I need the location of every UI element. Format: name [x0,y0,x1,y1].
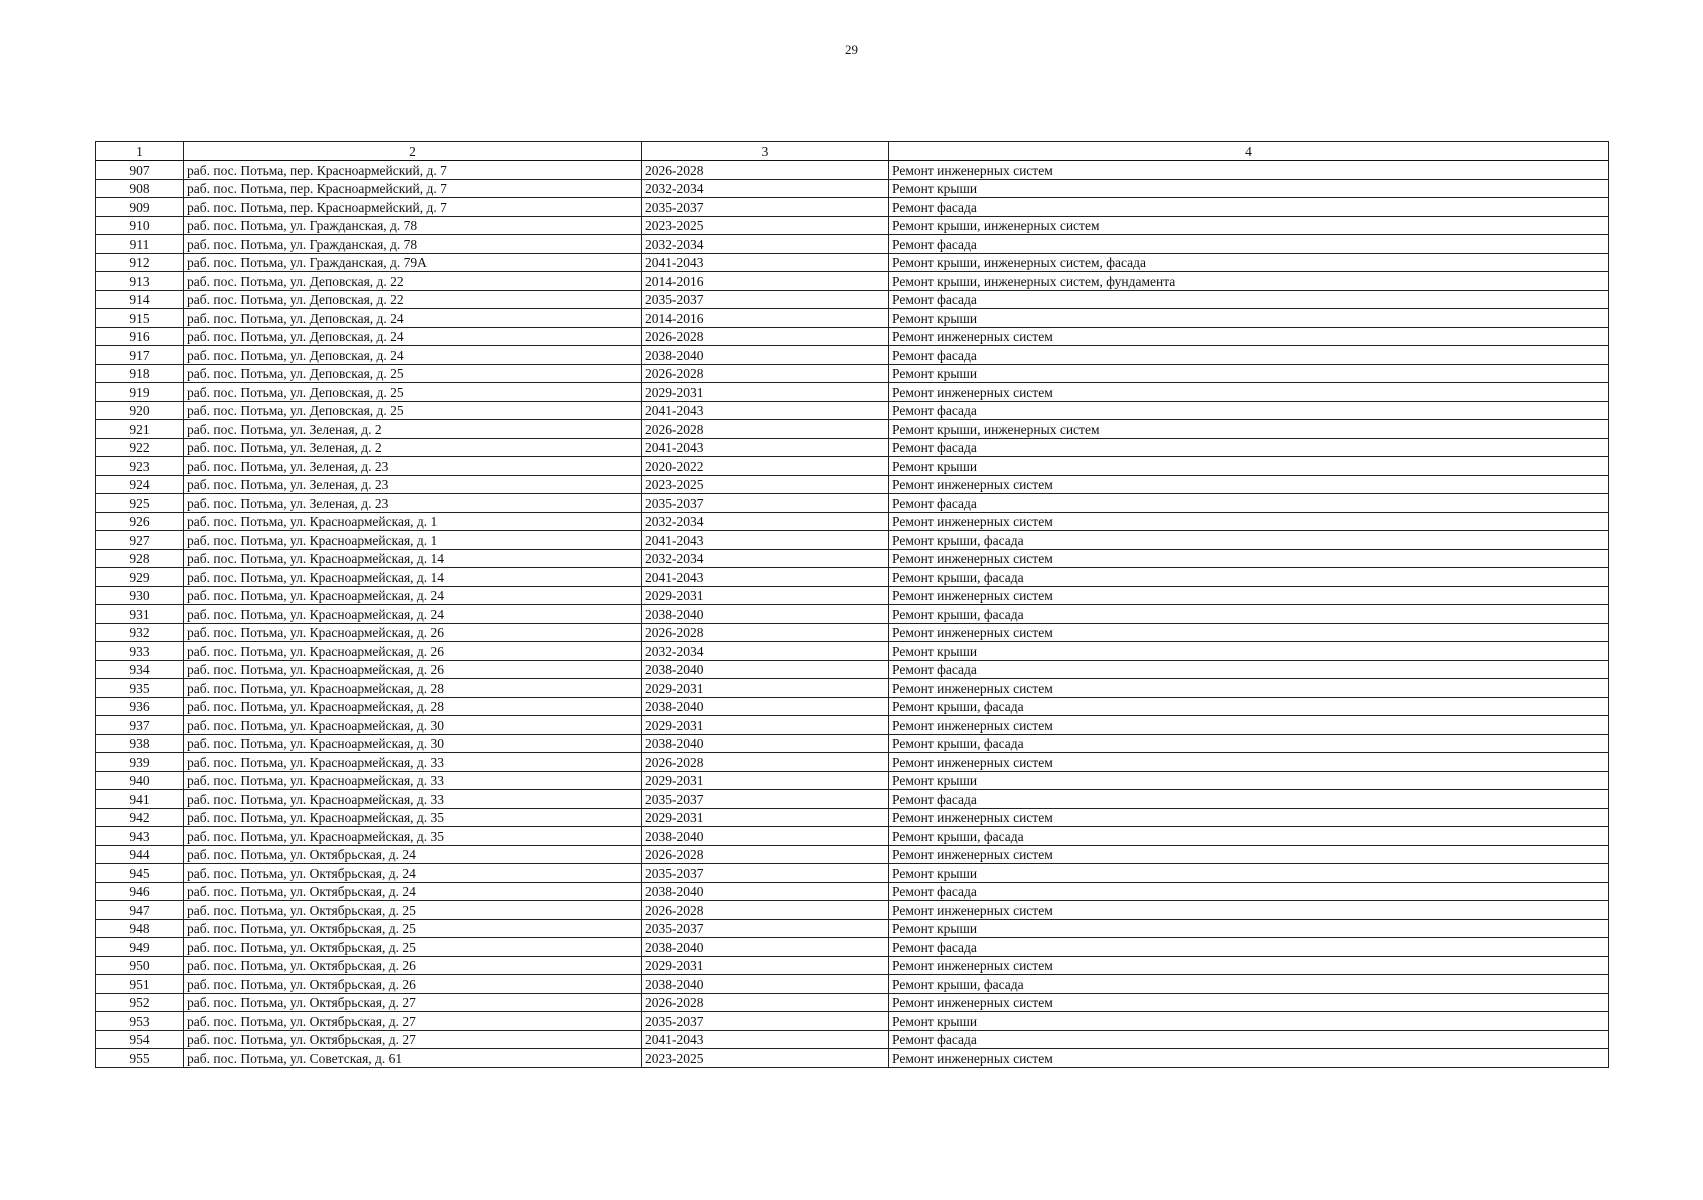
address-cell: раб. пос. Потьма, ул. Красноармейская, д. 1 [184,531,642,550]
table-row [96,716,1609,735]
period-cell: 2041-2043 [642,253,889,272]
table-row [96,198,1609,217]
table-row [96,327,1609,346]
address-cell: раб. пос. Потьма, ул. Октябрьская, д. 24 [184,864,642,883]
table-row [96,845,1609,864]
period-cell: 2026-2028 [642,327,889,346]
address-cell: раб. пос. Потьма, ул. Деповская, д. 24 [184,327,642,346]
period-cell: 2026-2028 [642,364,889,383]
row-number: 931 [96,605,184,624]
work-type-cell: Ремонт инженерных систем [889,512,1609,531]
table-row [96,438,1609,457]
work-type-cell: Ремонт крыши [889,919,1609,938]
work-type-cell: Ремонт инженерных систем [889,475,1609,494]
row-number: 911 [96,235,184,254]
address-cell: раб. пос. Потьма, ул. Красноармейская, д. 14 [184,568,642,587]
row-number: 955 [96,1049,184,1068]
period-cell: 2041-2043 [642,438,889,457]
period-cell: 2038-2040 [642,346,889,365]
work-type-cell: Ремонт крыши, фасада [889,975,1609,994]
row-number: 925 [96,494,184,513]
table-row [96,161,1609,180]
address-cell: раб. пос. Потьма, ул. Деповская, д. 25 [184,383,642,402]
address-cell: раб. пос. Потьма, ул. Деповская, д. 22 [184,272,642,291]
row-number: 938 [96,734,184,753]
row-number: 927 [96,531,184,550]
work-type-cell: Ремонт крыши [889,864,1609,883]
repair-schedule-table [95,141,1609,1068]
period-cell: 2035-2037 [642,290,889,309]
table-row [96,401,1609,420]
period-cell: 2029-2031 [642,956,889,975]
table-row [96,383,1609,402]
address-cell: раб. пос. Потьма, ул. Октябрьская, д. 24 [184,845,642,864]
row-number: 908 [96,179,184,198]
period-cell: 2026-2028 [642,420,889,439]
table-row [96,586,1609,605]
address-cell: раб. пос. Потьма, ул. Октябрьская, д. 25 [184,938,642,957]
address-cell: раб. пос. Потьма, ул. Красноармейская, д. 35 [184,808,642,827]
row-number: 946 [96,882,184,901]
table-row [96,734,1609,753]
row-number: 907 [96,161,184,180]
period-cell: 2035-2037 [642,494,889,513]
work-type-cell: Ремонт инженерных систем [889,549,1609,568]
table-row [96,790,1609,809]
address-cell: раб. пос. Потьма, ул. Октябрьская, д. 25 [184,919,642,938]
work-type-cell: Ремонт крыши [889,179,1609,198]
period-cell: 2041-2043 [642,568,889,587]
work-type-cell: Ремонт фасада [889,235,1609,254]
row-number: 924 [96,475,184,494]
address-cell: раб. пос. Потьма, ул. Зеленая, д. 2 [184,438,642,457]
address-cell: раб. пос. Потьма, ул. Зеленая, д. 23 [184,457,642,476]
row-number: 950 [96,956,184,975]
period-cell: 2035-2037 [642,790,889,809]
address-cell: раб. пос. Потьма, ул. Октябрьская, д. 26 [184,975,642,994]
address-cell: раб. пос. Потьма, ул. Октябрьская, д. 27 [184,993,642,1012]
table-row [96,771,1609,790]
row-number: 951 [96,975,184,994]
table-row [96,549,1609,568]
work-type-cell: Ремонт инженерных систем [889,679,1609,698]
row-number: 915 [96,309,184,328]
work-type-cell: Ремонт крыши [889,457,1609,476]
period-cell: 2032-2034 [642,235,889,254]
table-row [96,253,1609,272]
work-type-cell: Ремонт инженерных систем [889,1049,1609,1068]
address-cell: раб. пос. Потьма, ул. Красноармейская, д. 33 [184,790,642,809]
work-type-cell: Ремонт фасада [889,494,1609,513]
period-cell: 2029-2031 [642,716,889,735]
row-number: 954 [96,1030,184,1049]
period-cell: 2038-2040 [642,697,889,716]
work-type-cell: Ремонт фасада [889,346,1609,365]
period-cell: 2035-2037 [642,864,889,883]
table-row [96,901,1609,920]
period-cell: 2014-2016 [642,309,889,328]
table-row [96,475,1609,494]
row-number: 914 [96,290,184,309]
work-type-cell: Ремонт крыши, фасада [889,697,1609,716]
work-type-cell: Ремонт фасада [889,401,1609,420]
work-type-cell: Ремонт инженерных систем [889,753,1609,772]
row-number: 939 [96,753,184,772]
table-row [96,290,1609,309]
period-cell: 2032-2034 [642,549,889,568]
work-type-cell: Ремонт фасада [889,660,1609,679]
row-number: 948 [96,919,184,938]
table-row [96,494,1609,513]
work-type-cell: Ремонт фасада [889,882,1609,901]
row-number: 940 [96,771,184,790]
work-type-cell: Ремонт крыши, инженерных систем, фасада [889,253,1609,272]
period-cell: 2041-2043 [642,531,889,550]
work-type-cell: Ремонт инженерных систем [889,327,1609,346]
address-cell: раб. пос. Потьма, ул. Гражданская, д. 79А [184,253,642,272]
address-cell: раб. пос. Потьма, ул. Красноармейская, д. 26 [184,642,642,661]
work-type-cell: Ремонт крыши [889,364,1609,383]
row-number: 926 [96,512,184,531]
work-type-cell: Ремонт инженерных систем [889,383,1609,402]
work-type-cell: Ремонт инженерных систем [889,161,1609,180]
work-type-cell: Ремонт крыши, фасада [889,827,1609,846]
period-cell: 2029-2031 [642,771,889,790]
table-row [96,1049,1609,1068]
period-cell: 2023-2025 [642,475,889,494]
address-cell: раб. пос. Потьма, ул. Гражданская, д. 78 [184,216,642,235]
address-cell: раб. пос. Потьма, ул. Красноармейская, д. 30 [184,734,642,753]
address-cell: раб. пос. Потьма, ул. Красноармейская, д. 26 [184,623,642,642]
address-cell: раб. пос. Потьма, ул. Зеленая, д. 23 [184,494,642,513]
table-row [96,420,1609,439]
address-cell: раб. пос. Потьма, пер. Красноармейский, д. 7 [184,198,642,217]
period-cell: 2041-2043 [642,401,889,420]
row-number: 913 [96,272,184,291]
row-number: 953 [96,1012,184,1031]
row-number: 917 [96,346,184,365]
period-cell: 2038-2040 [642,975,889,994]
period-cell: 2026-2028 [642,845,889,864]
table-row [96,216,1609,235]
period-cell: 2038-2040 [642,938,889,957]
work-type-cell: Ремонт крыши, фасада [889,605,1609,624]
work-type-cell: Ремонт инженерных систем [889,901,1609,920]
address-cell: раб. пос. Потьма, ул. Зеленая, д. 2 [184,420,642,439]
table-row [96,605,1609,624]
period-cell: 2038-2040 [642,660,889,679]
period-cell: 2038-2040 [642,734,889,753]
table-row [96,956,1609,975]
period-cell: 2035-2037 [642,919,889,938]
work-type-cell: Ремонт инженерных систем [889,716,1609,735]
period-cell: 2014-2016 [642,272,889,291]
row-number: 928 [96,549,184,568]
work-type-cell: Ремонт крыши, фасада [889,734,1609,753]
row-number: 923 [96,457,184,476]
period-cell: 2023-2025 [642,1049,889,1068]
page-number: 29 [845,42,858,57]
work-type-cell: Ремонт инженерных систем [889,845,1609,864]
address-cell: раб. пос. Потьма, ул. Деповская, д. 25 [184,401,642,420]
work-type-cell: Ремонт фасада [889,938,1609,957]
period-cell: 2026-2028 [642,901,889,920]
table-row [96,753,1609,772]
address-cell: раб. пос. Потьма, ул. Советская, д. 61 [184,1049,642,1068]
row-number: 952 [96,993,184,1012]
work-type-cell: Ремонт крыши, инженерных систем [889,420,1609,439]
row-number: 937 [96,716,184,735]
address-cell: раб. пос. Потьма, ул. Деповская, д. 25 [184,364,642,383]
work-type-cell: Ремонт фасада [889,790,1609,809]
work-type-cell: Ремонт крыши [889,309,1609,328]
address-cell: раб. пос. Потьма, ул. Красноармейская, д. 28 [184,697,642,716]
row-number: 909 [96,198,184,217]
period-cell: 2026-2028 [642,161,889,180]
table-row [96,512,1609,531]
work-type-cell: Ремонт крыши, фасада [889,568,1609,587]
address-cell: раб. пос. Потьма, пер. Красноармейский, д. 7 [184,161,642,180]
address-cell: раб. пос. Потьма, ул. Зеленая, д. 23 [184,475,642,494]
table-row [96,642,1609,661]
period-cell: 2038-2040 [642,827,889,846]
work-type-cell: Ремонт инженерных систем [889,808,1609,827]
table-row [96,919,1609,938]
work-type-cell: Ремонт инженерных систем [889,993,1609,1012]
period-cell: 2026-2028 [642,623,889,642]
table-row [96,1030,1609,1049]
address-cell: раб. пос. Потьма, ул. Деповская, д. 24 [184,346,642,365]
period-cell: 2041-2043 [642,1030,889,1049]
row-number: 918 [96,364,184,383]
table-row [96,568,1609,587]
row-number: 945 [96,864,184,883]
table-row [96,309,1609,328]
table-row [96,457,1609,476]
work-type-cell: Ремонт крыши [889,1012,1609,1031]
period-cell: 2035-2037 [642,1012,889,1031]
table-row [96,660,1609,679]
address-cell: раб. пос. Потьма, ул. Красноармейская, д. 28 [184,679,642,698]
row-number: 933 [96,642,184,661]
address-cell: раб. пос. Потьма, ул. Октябрьская, д. 27 [184,1012,642,1031]
table-row [96,1012,1609,1031]
row-number: 941 [96,790,184,809]
period-cell: 2032-2034 [642,642,889,661]
address-cell: раб. пос. Потьма, ул. Деповская, д. 22 [184,290,642,309]
period-cell: 2029-2031 [642,586,889,605]
table-header [96,142,1609,161]
work-type-cell: Ремонт крыши [889,642,1609,661]
table-row [96,993,1609,1012]
address-cell: раб. пос. Потьма, ул. Красноармейская, д. 24 [184,586,642,605]
work-type-cell: Ремонт фасада [889,290,1609,309]
column-header-2: 2 [184,142,642,161]
table-row [96,179,1609,198]
row-number: 921 [96,420,184,439]
address-cell: раб. пос. Потьма, ул. Гражданская, д. 78 [184,235,642,254]
row-number: 912 [96,253,184,272]
row-number: 932 [96,623,184,642]
row-number: 922 [96,438,184,457]
table-row [96,864,1609,883]
address-cell: раб. пос. Потьма, пер. Красноармейский, д. 7 [184,179,642,198]
row-number: 920 [96,401,184,420]
address-cell: раб. пос. Потьма, ул. Октябрьская, д. 26 [184,956,642,975]
period-cell: 2032-2034 [642,179,889,198]
work-type-cell: Ремонт инженерных систем [889,586,1609,605]
period-cell: 2032-2034 [642,512,889,531]
row-number: 910 [96,216,184,235]
row-number: 947 [96,901,184,920]
row-number: 930 [96,586,184,605]
column-header-3: 3 [642,142,889,161]
row-number: 943 [96,827,184,846]
address-cell: раб. пос. Потьма, ул. Красноармейская, д. 30 [184,716,642,735]
address-cell: раб. пос. Потьма, ул. Октябрьская, д. 25 [184,901,642,920]
row-number: 949 [96,938,184,957]
work-type-cell: Ремонт инженерных систем [889,623,1609,642]
table-row [96,272,1609,291]
period-cell: 2023-2025 [642,216,889,235]
period-cell: 2029-2031 [642,808,889,827]
period-cell: 2038-2040 [642,605,889,624]
address-cell: раб. пос. Потьма, ул. Деповская, д. 24 [184,309,642,328]
address-cell: раб. пос. Потьма, ул. Красноармейская, д. 33 [184,753,642,772]
work-type-cell: Ремонт крыши, фасада [889,531,1609,550]
period-cell: 2035-2037 [642,198,889,217]
column-header-1: 1 [96,142,184,161]
address-cell: раб. пос. Потьма, ул. Октябрьская, д. 24 [184,882,642,901]
work-type-cell: Ремонт фасада [889,1030,1609,1049]
header-row [96,142,1609,161]
row-number: 944 [96,845,184,864]
table-row [96,679,1609,698]
table-row [96,975,1609,994]
address-cell: раб. пос. Потьма, ул. Красноармейская, д. 35 [184,827,642,846]
table-row [96,697,1609,716]
period-cell: 2020-2022 [642,457,889,476]
table-row [96,623,1609,642]
address-cell: раб. пос. Потьма, ул. Красноармейская, д. 14 [184,549,642,568]
period-cell: 2026-2028 [642,993,889,1012]
table-row [96,235,1609,254]
work-type-cell: Ремонт крыши, инженерных систем, фундамента [889,272,1609,291]
row-number: 934 [96,660,184,679]
table-row [96,364,1609,383]
work-type-cell: Ремонт инженерных систем [889,956,1609,975]
address-cell: раб. пос. Потьма, ул. Красноармейская, д. 1 [184,512,642,531]
work-type-cell: Ремонт фасада [889,438,1609,457]
row-number: 929 [96,568,184,587]
column-header-4: 4 [889,142,1609,161]
work-type-cell: Ремонт крыши [889,771,1609,790]
address-cell: раб. пос. Потьма, ул. Октябрьская, д. 27 [184,1030,642,1049]
address-cell: раб. пос. Потьма, ул. Красноармейская, д. 24 [184,605,642,624]
row-number: 935 [96,679,184,698]
period-cell: 2029-2031 [642,383,889,402]
table-row [96,531,1609,550]
table-row [96,827,1609,846]
row-number: 919 [96,383,184,402]
period-cell: 2029-2031 [642,679,889,698]
table-row [96,346,1609,365]
table-body [96,161,1609,1068]
work-type-cell: Ремонт фасада [889,198,1609,217]
row-number: 916 [96,327,184,346]
row-number: 942 [96,808,184,827]
work-type-cell: Ремонт крыши, инженерных систем [889,216,1609,235]
period-cell: 2026-2028 [642,753,889,772]
row-number: 936 [96,697,184,716]
table-row [96,882,1609,901]
table-row [96,808,1609,827]
table-row [96,938,1609,957]
address-cell: раб. пос. Потьма, ул. Красноармейская, д. 33 [184,771,642,790]
period-cell: 2038-2040 [642,882,889,901]
address-cell: раб. пос. Потьма, ул. Красноармейская, д. 26 [184,660,642,679]
